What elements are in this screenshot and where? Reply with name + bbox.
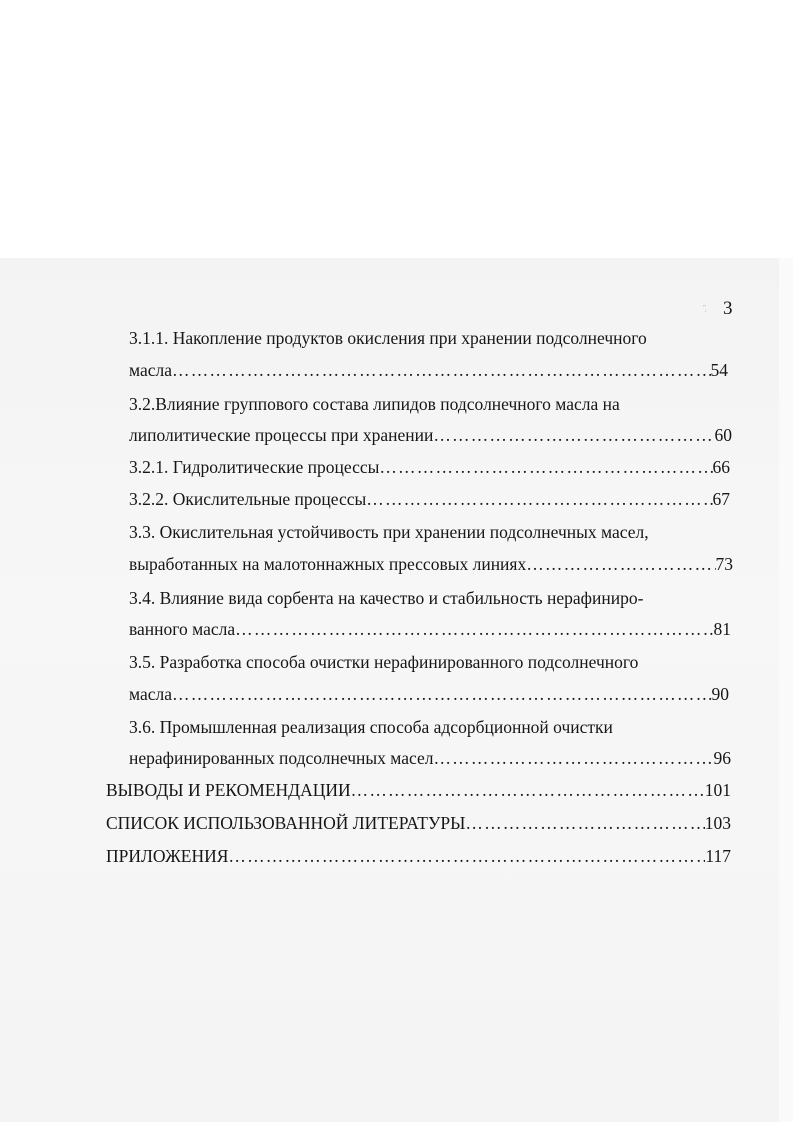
toc-page: 54	[710, 360, 728, 380]
toc-leader-dots	[228, 845, 705, 867]
toc-line-3-2-a	[129, 393, 689, 415]
toc-page: 117	[705, 846, 731, 866]
toc-text: липолитические процессы при хранении	[129, 425, 434, 445]
toc-line-conclusions	[106, 779, 731, 801]
toc-leader-dots	[433, 424, 714, 446]
toc-page: 101	[704, 780, 731, 800]
toc-line-3-1-1-b	[129, 359, 728, 381]
toc-text: 3.6. Промышленная реализация способа адсорбционной очистки	[129, 717, 613, 737]
toc-line-appendices	[106, 845, 731, 867]
toc-leader-dots	[351, 779, 705, 801]
toc-line-3-5-a	[129, 651, 689, 673]
toc-line-3-6-a	[129, 716, 689, 738]
scan-speck: ᵔ̣	[703, 302, 706, 312]
toc-text: 3.1.1. Накопление продуктов окисления при хранении подсолнечного	[129, 328, 647, 348]
toc-line-3-1-1-a	[129, 327, 689, 349]
toc-text: ВЫВОДЫ И РЕКОМЕНДАЦИИ	[106, 780, 351, 800]
toc-page: 66	[712, 457, 730, 477]
toc-leader-dots	[465, 812, 704, 834]
toc-line-3-5-b	[129, 683, 729, 705]
toc-leader-dots	[379, 456, 712, 478]
toc-text: 3.2.1. Гидролитические процессы	[129, 457, 380, 477]
toc-page: 60	[714, 425, 732, 445]
toc-page: 90	[711, 684, 729, 704]
toc-text: масла	[129, 360, 172, 380]
toc-line-3-2-b	[129, 424, 732, 446]
toc-leader-dots	[526, 553, 715, 575]
toc-line-3-2-1	[129, 456, 730, 478]
toc-line-3-3-a	[129, 521, 729, 543]
toc-page: 96	[713, 748, 731, 768]
toc-text: 3.3. Окислительная устойчивость при хранении подсолнечных масел,	[129, 522, 649, 542]
toc-text: выработанных на малотоннажных прессовых линиях	[129, 554, 527, 574]
toc-page: 81	[713, 619, 731, 639]
toc-page: 103	[704, 813, 731, 833]
toc-text: 3.2.Влияние группового состава липидов подсолнечного масла на	[129, 394, 620, 414]
toc-line-3-3-b	[129, 553, 733, 575]
toc-text: 3.2.2. Окислительные процессы	[129, 489, 367, 509]
toc-leader-dots	[433, 747, 713, 769]
toc-line-3-4-b	[129, 618, 731, 640]
toc-line-3-4-a	[129, 587, 689, 609]
toc-leader-dots	[366, 488, 712, 510]
toc-leader-dots	[235, 618, 713, 640]
toc-text: СПИСОК ИСПОЛЬЗОВАННОЙ ЛИТЕРАТУРЫ	[106, 813, 466, 833]
toc-text: ПРИЛОЖЕНИЯ	[106, 846, 229, 866]
toc-text: 3.5. Разработка способа очистки нерафинированного подсолнечного	[129, 652, 639, 672]
toc-line-references	[106, 812, 731, 834]
toc-leader-dots	[172, 359, 711, 381]
scan-edge	[779, 258, 793, 1122]
toc-page: 73	[715, 554, 733, 574]
toc-text: масла	[129, 684, 172, 704]
toc-text: ванного масла	[129, 619, 236, 639]
toc-page: 67	[712, 489, 730, 509]
toc-text: 3.4. Влияние вида сорбента на качество и стабильность нерафиниро-	[129, 588, 644, 608]
page-number: 3	[723, 298, 733, 319]
toc-line-3-6-b	[129, 747, 731, 769]
toc-text: нерафинированных подсолнечных масел	[129, 748, 434, 768]
toc-leader-dots	[172, 683, 712, 705]
toc-line-3-2-2	[129, 488, 730, 510]
